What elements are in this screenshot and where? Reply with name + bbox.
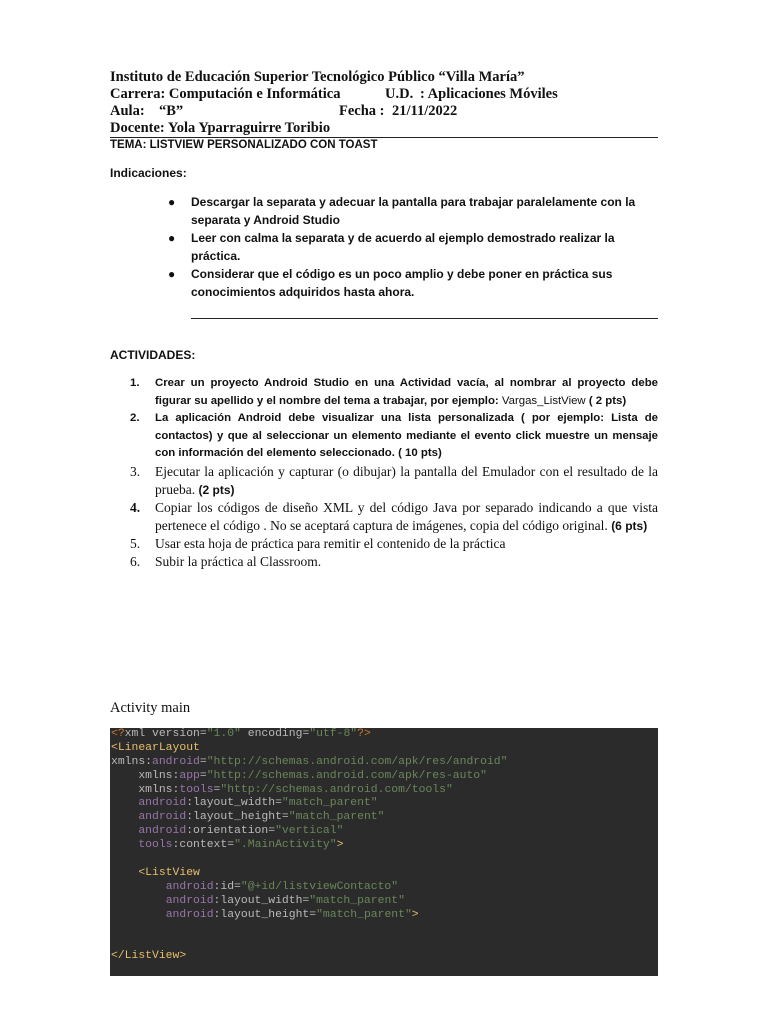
ud-value: : Aplicaciones Móviles [420, 86, 558, 102]
code-line [111, 839, 658, 853]
classroom-label: Aula: [110, 103, 145, 119]
code-token: = [213, 783, 221, 796]
topic-title: TEMA: LISTVIEW PERSONALIZADO CON TOAST [110, 139, 378, 151]
code-token [111, 825, 138, 837]
code-line [111, 950, 658, 964]
code-line [111, 797, 658, 811]
code-token: android [138, 797, 187, 810]
indications-list [170, 193, 660, 301]
code-token [111, 881, 166, 893]
code-line [111, 770, 658, 784]
institute-name: Instituto de Educación Superior Tecnológico Público “Villa María” [110, 69, 525, 85]
code-line [111, 881, 658, 895]
code-token [111, 797, 138, 809]
code-token: android [152, 755, 200, 768]
activity-item: 5. Usar esta hoja de práctica para remitir el contenido de la práctica [130, 535, 506, 551]
code-token: "http://schemas.android.com/apk/res-auto" [206, 769, 487, 782]
code-token: :layout_height= [186, 811, 289, 824]
code-token: ".MainActivity" [234, 839, 337, 852]
code-token: android [165, 894, 214, 907]
list-item: ● Considerar que el código es un poco amplio y debe poner en práctica sus conocimientos adquiridos hasta ahora. [168, 267, 613, 299]
answer-line [191, 318, 658, 319]
code-token: "1.0" [206, 728, 241, 740]
code-line [111, 728, 658, 742]
code-token: :layout_width= [213, 894, 310, 907]
bullet-icon: ● [168, 195, 176, 209]
code-token: <ListView [111, 866, 200, 879]
date-value: 21/11/2022 [392, 103, 458, 119]
code-token: = [199, 755, 207, 768]
teacher-line [110, 120, 330, 137]
code-token: "http://schemas.android.com/apk/res/android" [206, 755, 508, 768]
code-token: tools [138, 839, 173, 852]
bullet-icon: ● [168, 267, 176, 281]
activity-item: 1. Crear un proyecto Android Studio en una Actividad vacía, al nombrar al proyecto debe figurar su apellido y el nombre del tema a trabajar, por ejemplo: Vargas_ListView ( 2 pts) [130, 377, 658, 407]
classroom-line [110, 103, 658, 120]
ud-label: U.D. [385, 86, 414, 102]
code-line [111, 895, 658, 909]
code-line [111, 825, 658, 839]
list-item: ● Leer con calma la separata y de acuerdo al ejemplo demostrado realizar la práctica. [168, 231, 615, 263]
code-line [111, 867, 658, 881]
code-token: > [411, 908, 419, 921]
activity-item: 6. Subir la práctica al Classroom. [130, 553, 322, 569]
code-token: android [165, 880, 214, 893]
code-token: :id= [213, 880, 241, 893]
code-line [111, 853, 658, 867]
code-token: </ListView> [111, 950, 187, 963]
code-line [111, 811, 658, 825]
list-item: ● Descargar la separata y adecuar la pantalla para trabajar paralelamente con la separata y Android Studio [168, 195, 636, 227]
code-token: android [165, 908, 214, 921]
code-token [111, 839, 138, 851]
bullet-icon: ● [168, 231, 176, 245]
code-token: <? [111, 728, 125, 740]
activities-list [130, 375, 658, 571]
code-token: :layout_height= [213, 908, 317, 921]
code-line [111, 742, 658, 756]
code-token: android [138, 825, 187, 838]
header-divider [110, 137, 658, 138]
activity-item: 3. Ejecutar la aplicación y capturar (o dibujar) la pantalla del Emulador con el resultado de la prueba. (2 pts) [130, 463, 658, 497]
date-label: Fecha : [339, 103, 385, 119]
code-token: "match_parent" [316, 908, 412, 921]
code-token [111, 895, 166, 907]
code-token: :layout_width= [186, 797, 282, 810]
code-token: "@+id/listviewContacto" [240, 880, 399, 893]
code-line [111, 936, 658, 950]
code-token: "vertical" [275, 825, 344, 838]
activity-item: 2. La aplicación Android debe visualizar una lista personalizada ( por ejemplo: Lista de contactos) y que al seleccionar un elemento mediante el evento click muestre un mensaje con información del elemento seleccionado. ( 10 pts) [130, 412, 658, 459]
activity-item: 4. Copiar los códigos de diseño XML y del código Java por separado indicando a que vista pertenece el código . No se aceptará captura de imágenes, copia del código original. (6 pts) [130, 499, 658, 533]
code-token: "match_parent" [281, 797, 378, 810]
code-token: encoding [240, 728, 303, 740]
code-token: = [302, 728, 310, 740]
code-token: tools [179, 783, 214, 796]
code-token: :context= [172, 839, 235, 852]
code-token: android [138, 811, 187, 824]
activities-heading: ACTIVIDADES: [110, 348, 196, 362]
code-token [111, 811, 138, 823]
career-line [110, 86, 658, 103]
code-token [111, 909, 166, 921]
classroom-value: “B” [159, 103, 184, 119]
code-text [110, 728, 658, 964]
teacher-label: Docente: [110, 120, 165, 136]
career-label: Carrera: [110, 86, 166, 102]
code-token: ?> [357, 728, 371, 740]
code-token: <LinearLayout [111, 741, 200, 754]
code-line [111, 784, 658, 798]
code-token: xmlns: [111, 755, 153, 768]
code-section-label: Activity main [110, 700, 191, 716]
code-token: "utf-8" [309, 728, 358, 740]
code-line [111, 909, 658, 923]
code-token: = [199, 769, 207, 782]
code-token: "http://schemas.android.com/tools" [220, 783, 453, 796]
code-line [111, 922, 658, 936]
code-token: "match_parent" [309, 894, 405, 907]
code-token: xmlns: [111, 769, 180, 782]
code-token: xml version [124, 728, 200, 740]
code-token: > [336, 839, 344, 852]
code-token: app [179, 769, 200, 782]
code-token: = [199, 728, 207, 740]
indications-heading: Indicaciones: [110, 166, 187, 180]
career-value: Computación e Informática [168, 86, 341, 102]
code-block [110, 728, 658, 976]
code-token: :orientation= [186, 825, 276, 838]
teacher-value: Yola Yparraguirre Toribio [167, 120, 331, 136]
code-line [111, 756, 658, 770]
code-token: "match_parent" [288, 811, 385, 824]
code-token: xmlns: [111, 783, 180, 796]
